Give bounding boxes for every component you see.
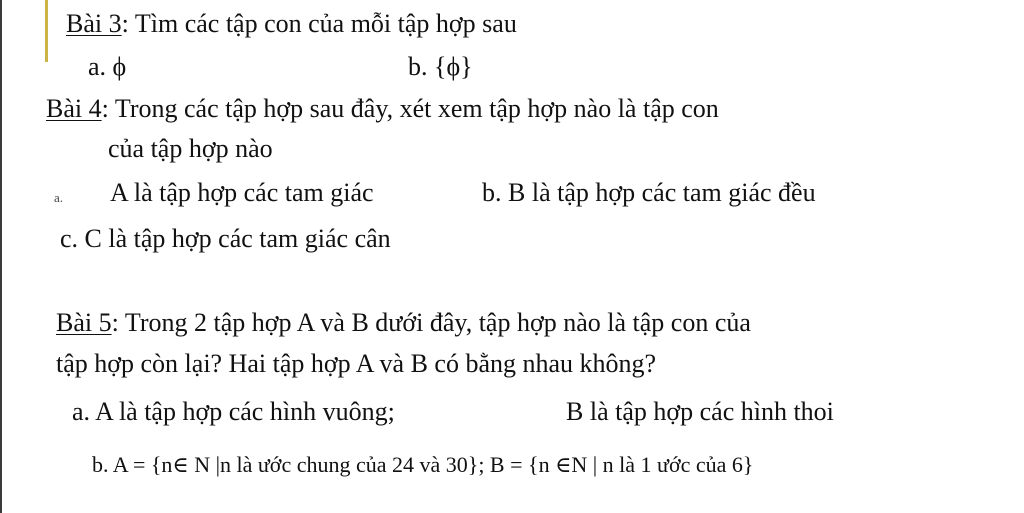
bai4-heading	[46, 94, 719, 124]
bai3-label: Bài 3	[66, 9, 122, 38]
bai3-item-a: a. ϕ	[88, 52, 127, 81]
bai4-item-c: c. C là tập hợp các tam giác cân	[60, 224, 391, 253]
left-border	[0, 0, 2, 513]
bai3-item-b: b. {ϕ}	[408, 52, 473, 81]
bai4-a-marker: a.	[54, 190, 64, 205]
bai5-item-a2: B là tập hợp các hình thoi	[566, 397, 834, 426]
bai3-heading	[66, 9, 517, 39]
bai3-text: : Tìm các tập con của mỗi tập hợp sau	[121, 9, 517, 38]
bai4-text2: của tập hợp nào	[108, 134, 273, 163]
bai5-label: Bài 5	[56, 308, 112, 337]
bai5-heading	[56, 308, 751, 338]
bai5-item-b: b. A = {n∈ N |n là ước chung của 24 và 30}; B = {n ∈N | n là 1 ước của 6}	[92, 452, 754, 477]
accent-bar	[45, 0, 48, 62]
bai5-item-a: a. A là tập hợp các hình vuông;	[72, 397, 395, 426]
bai4-item-a-marker	[54, 179, 63, 213]
bai5-text1: : Trong 2 tập hợp A và B dưới đây, tập hợp nào là tập con của	[111, 308, 751, 337]
bai4-label: Bài 4	[46, 94, 102, 123]
bai4-item-b: b. B là tập hợp các tam giác đều	[482, 178, 816, 207]
bai5-text2: tập hợp còn lại? Hai tập hợp A và B có bằng nhau không?	[56, 349, 657, 378]
bai4-item-a: A là tập hợp các tam giác	[110, 178, 374, 207]
bai4-text1: : Trong các tập hợp sau đây, xét xem tập hợp nào là tập con	[101, 94, 719, 123]
